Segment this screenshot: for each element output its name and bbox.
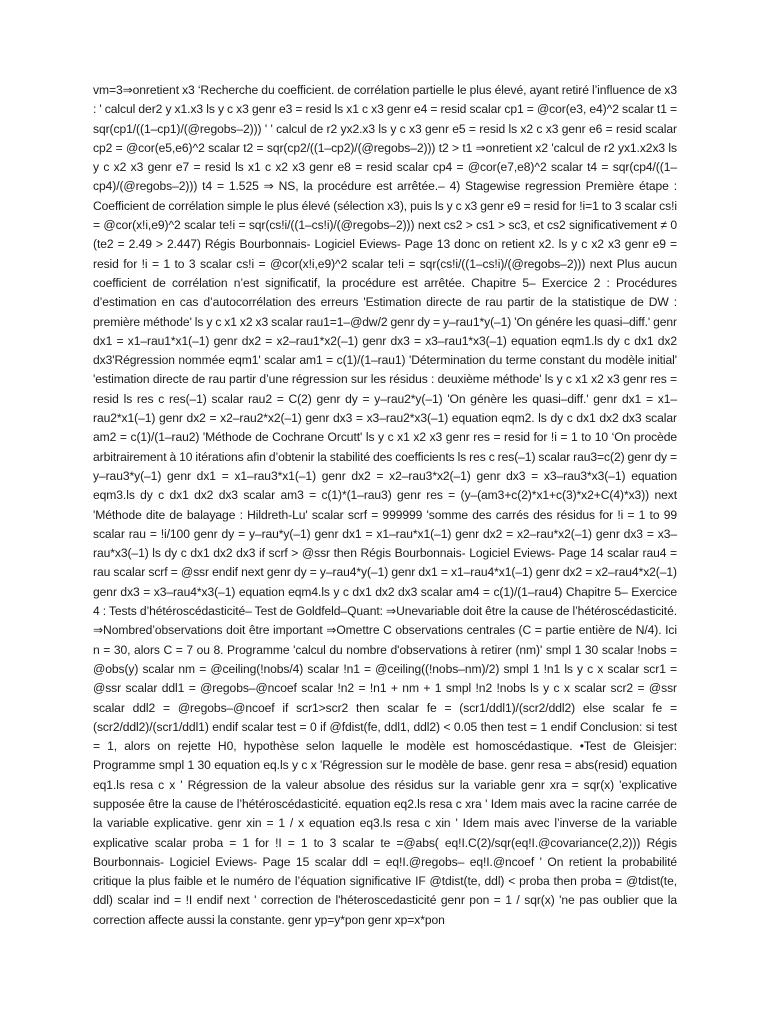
body-paragraph: vm=3⇒onretient x3 ‘Recherche du coefficient. de corrélation partielle le plus élevé, ayant retiré l’influence de x3 : ' calcul der2 y x1.x3 ls y c x3 genr e3 = resid ls x1 c x3 genr e4 = resid scalar cp1 = @cor(e3, e4)^2 scalar t1 = sqr(cp1/((1–cp1)/(@regobs–2))) ' ' calcul de r2 yx2.x3 ls y c x3 genr e5 = resid ls x2 c x3 genr e6 = resid scalar cp2 = @cor(e5,e6)^2 scalar t2 = sqr(cp2/((1–cp2)/(@regobs–2))) t2 > t1 ⇒onretient x2 'calcul de r2 yx1.x2x3 ls y c x2 x3 genr e7 = resid ls x1 c x2 x3 genr e8 = resid scalar cp4 = @cor(e7,e8)^2 scalar t4 = sqr(cp4/((1–cp4)/(@regobs–2))) t4 = 1.525 ⇒ NS, la procédure est arrêtée.– 4) Stagewise regression Première étape : Coefficient de corrélation simple le plus élevé (sélection x3), puis ls y c x3 genr e9 = resid for !i=1 to 3 scalar cs!i = @cor(x!i,e9)^2 scalar te!i = sqr(cs!i/((1–cs!i)/(@regobs–2))) next cs2 > cs1 > sc3, et cs2 significativement ≠ 0 (te2 = 2.49 > 2.447) Régis Bourbonnais- Logiciel Eviews- Page 13 donc on retient x2. ls y c x2 x3 genr e9 = resid for !i = 1 to 3 scalar cs!i = @cor(x!i,e9)^2 scalar te!i = sqr(cs!i/((1–cs!i)/(@regobs–2))) next Plus aucun coefficient de corrélation n’est significatif, la procédure est arrêtée. Chapitre 5– Exercice 2 : Procédures d’estimation en cas d’autocorrélation des erreurs 'Estimation directe de rau partir de la statistique de DW : première méthode' ls y c x1 x2 x3 scalar rau1=1–@dw/2 genr dy = y–rau1*y(–1) 'On génére les quasi–diff.' genr dx1 = x1–rau1*x1(–1) genr dx2 = x2–rau1*x2(–1) genr dx3 = x3–rau1*x3(–1) equation eqm1.ls dy c dx1 dx2 dx3'Régression nommée eqm1' scalar am1 = c(1)/(1–rau1) 'Détermination du terme constant du modèle initial' 'estimation directe de rau partir d’une régression sur les résidus : deuxième méthode' ls y c x1 x2 x3 genr res = resid ls res c res(–1) scalar rau2 = C(2) genr dy = y–rau2*y(–1) 'On génère les quasi–diff.' genr dx1 = x1–rau2*x1(–1) genr dx2 = x2–rau2*x2(–1) genr dx3 = x3–rau2*x3(–1) equation eqm2. ls dy c dx1 dx2 dx3 scalar am2 = c(1)/(1–rau2) 'Méthode de Cochrane Orcutt' ls y c x1 x2 x3 genr res = resid for !i = 1 to 10 ‘On procède arbitrairement à 10 itérations afin d’obtenir la stabilité des coefficients ls res c res(–1) scalar rau3=c(2) genr dy = y–rau3*y(–1) genr dx1 = x1–rau3*x1(–1) genr dx2 = x2–rau3*x2(–1) genr dx3 = x3–rau3*x3(–1) equation eqm3.ls dy c dx1 dx2 dx3 scalar am3 = c(1)*(1–rau3) genr res = (y–(am3+c(2)*x1+c(3)*x2+C(4)*x3)) next 'Méthode dite de balayage : Hildreth-Lu' scalar scrf = 999999 'somme des carrés des résidus for !i = 1 to 99 scalar rau = !i/100 genr dy = y–rau*y(–1) genr dx1 = x1–rau*x1(–1) genr dx2 = x2–rau*x2(–1) genr dx3 = x3–rau*x3(–1) ls dy c dx1 dx2 dx3 if scrf > @ssr then Régis Bourbonnais- Logiciel Eviews- Page 14 scalar rau4 = rau scalar scrf = @ssr endif next genr dy = y–rau4*y(–1) genr dx1 = x1–rau4*x1(–1) genr dx2 = x2–rau4*x2(–1) genr dx3 = x3–rau4*x3(–1) equation eqm4.ls y c dx1 dx2 dx3 scalar am4 = c(1)/(1–rau4) Chapitre 5– Exercice 4 : Tests d’hétéroscédasticité– Test de Goldfeld–Quant: ⇒Unevariable doit être la cause de l’hétéroscédasticité. ⇒Nombred’observations doit être important ⇒Omettre C observations centrales (C = partie entière de N/4). Ici n = 30, alors C = 7 ou 8. Programme 'calcul du nombre d'observations à retirer (nm)' smpl 1 30 scalar !nobs = @obs(y) scalar nm = @ceiling(!nobs/4) scalar !n1 = @ceiling((!nobs–nm)/2) smpl 1 !n1 ls y c x scalar scr1 = @ssr scalar ddl1 = @regobs–@ncoef scalar !n2 = !n1 + nm + 1 smpl !n2 !nobs ls y c x scalar scr2 = @ssr scalar ddl2 = @regobs–@ncoef if scr1>scr2 then scalar fe = (scr1/ddl1)/(scr2/ddl2) else scalar fe = (scr2/ddl2)/(scr1/ddl1) endif scalar test = 0 if @fdist(fe, ddl1, ddl2) < 0.05 then test = 1 endif Conclusion: si test = 1, alors on rejette H0, hypothèse selon laquelle le modèle est homoscédastique. •Test de Gleisjer: Programme smpl 1 30 equation eq.ls y c x 'Régression sur le modèle de base. genr resa = abs(resid) equation eq1.ls resa c x ' Régression de la valeur absolue des résidus sur la variable genr xra = sqr(x) 'explicative supposée être la cause de l’hétéroscédasticité. equation eq2.ls resa c xra ' Idem mais avec la racine carrée de la variable explicative. genr xin = 1 / x equation eq3.ls resa c xin ' Idem mais avec l’inverse de la variable explicative scalar proba = 1 for !I = 1 to 3 scalar te =@abs( eq!I.C(2)/sqr(eq!I.@covariance(2,2))) Régis Bourbonnais- Logiciel Eviews- Page 15 scalar ddl = eq!I.@regobs– eq!I.@ncoef ' On retient la probabilité critique la plus faible et le numéro de l’équation significative IF @tdist(te, ddl) < proba then proba = @tdist(te, ddl) scalar ind = !I endif next ' correction de l'héteroscedasticité genr pon = 1 / sqr(x) 'ne pas oublier que la correction affecte aussi la constante. genr yp=y*pon genr xp=x*pon [93, 83, 677, 927]
document-text-block [93, 81, 677, 930]
